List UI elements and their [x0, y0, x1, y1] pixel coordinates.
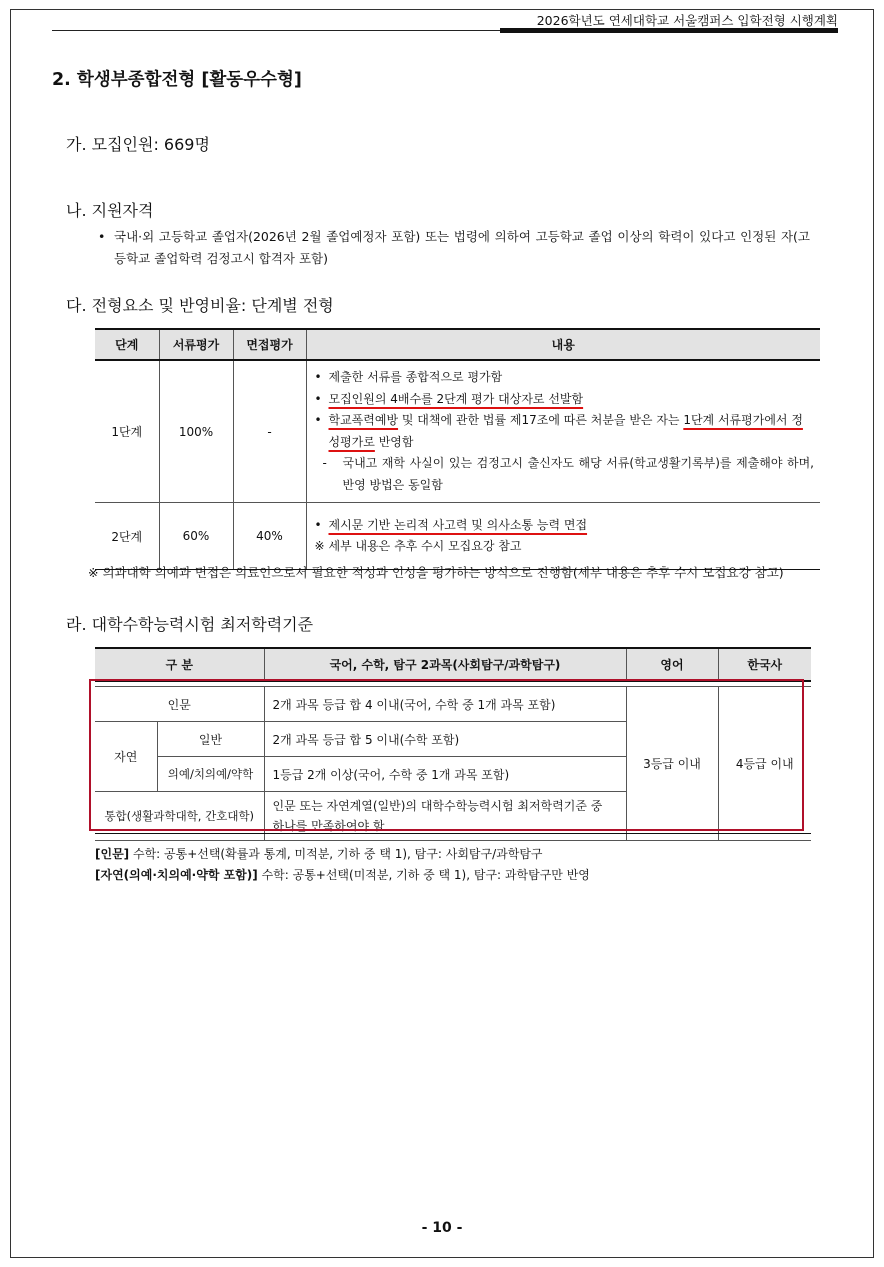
stage-cell: 1단계 [95, 360, 159, 503]
table-row [95, 503, 820, 570]
criterion-cell: 2개 과목 등급 합 4 이내(국어, 수학 중 1개 과목 포함) [264, 687, 626, 722]
csat-minimum-heading: 라. 대학수학능력시험 최저학력기준 [66, 615, 314, 634]
table-row [95, 687, 811, 722]
underlined-text: 제시문 기반 논리적 사고력 및 의사소통 능력 면접 [328, 517, 588, 532]
doc-weight-cell: 60% [159, 503, 233, 570]
eligibility-bullet [98, 226, 810, 270]
bullet-marker: • [98, 229, 106, 244]
header-document-eval: 서류평가 [159, 329, 233, 360]
content-line: - 국내고 재학 사실이 있는 검정고시 출신자도 해당 서류(학교생활기록부)를 제출해야 하며, 반영 방법은 동일함 [322, 456, 814, 492]
content-line: • 제출한 서류를 종합적으로 평가함 [314, 370, 503, 384]
eligibility-text: 국내·외 고등학교 졸업자(2026년 2월 졸업예정자 포함) 또는 법령에 의하여 고등학교 졸업 이상의 학력이 있다고 인정된 자(고등학교 졸업학력 검정고시 합격자 포함) [114, 229, 810, 266]
content-line: ※ 세부 내용은 추후 수시 모집요강 참고 [314, 539, 522, 553]
subcategory-cell: 일반 [157, 722, 264, 757]
underlined-text: 학교폭력예방 [328, 413, 399, 427]
stage-table-header-row [95, 329, 820, 360]
header-rule-thin [52, 30, 502, 31]
csat-table-header-row [95, 648, 811, 681]
interview-weight-cell: 40% [233, 503, 306, 570]
stage-table [95, 328, 820, 570]
underlined-text: 1단계 서류평가에서 정성평가로 [328, 413, 803, 449]
interview-weight-cell: - [233, 360, 306, 503]
header-content: 내용 [306, 329, 820, 360]
korean-history-cell: 4등급 이내 [718, 687, 811, 841]
criterion-cell: 인문 또는 자연계열(일반)의 대학수학능력시험 최저학력기준 중 하나를 만족하여야 함 [264, 792, 626, 841]
header-interview-eval: 면접평가 [233, 329, 306, 360]
table-bottom-rule [95, 833, 811, 834]
selection-elements-heading: 다. 전형요소 및 반영비율: 단계별 전형 [66, 296, 334, 315]
eligibility-heading: 나. 지원자격 [66, 201, 154, 220]
header-korean-history: 한국사 [718, 648, 811, 681]
csat-criteria-table [95, 647, 811, 841]
header-rule-thick [500, 28, 838, 33]
english-cell: 3등급 이내 [626, 687, 718, 841]
subject-notes [95, 844, 590, 886]
section-title: 2. 학생부종합전형 [활동우수형] [52, 70, 302, 90]
content-cell [306, 360, 820, 503]
criterion-cell: 2개 과목 등급 합 5 이내(수학 포함) [264, 722, 626, 757]
header-subjects: 국어, 수학, 탐구 2과목(사회탐구/과학탐구) [264, 648, 626, 681]
note-humanities: [인문] 수학: 공통+선택(확률과 통계, 미적분, 기하 중 택 1), 탐구: 사회탐구/과학탐구 [95, 847, 543, 861]
header-english: 영어 [626, 648, 718, 681]
note-natural-sciences: [자연(의예·치의예·약학 포함)] 수학: 공통+선택(미적분, 기하 중 택 1), 탐구: 과학탐구만 반영 [95, 868, 590, 882]
content-line: • 모집인원의 4배수를 2단계 평가 대상자로 선발함 [314, 391, 584, 406]
doc-weight-cell: 100% [159, 360, 233, 503]
recruitment-heading: 가. 모집인원: 669명 [66, 135, 210, 154]
content-line: • 제시문 기반 논리적 사고력 및 의사소통 능력 면접 [314, 517, 588, 532]
category-cell: 자연 [95, 722, 157, 792]
table-row [95, 360, 820, 503]
underlined-text: 모집인원의 4배수를 2단계 평가 대상자로 선발함 [328, 391, 584, 406]
category-cell: 인문 [95, 687, 264, 722]
criterion-cell: 1등급 2개 이상(국어, 수학 중 1개 과목 포함) [264, 757, 626, 792]
header-category: 구 분 [95, 648, 264, 681]
category-cell: 통합(생활과학대학, 간호대학) [95, 792, 264, 841]
stage-cell: 2단계 [95, 503, 159, 570]
medical-interview-note: ※ 의과대학 의예과 면접은 의료인으로서 필요한 적성과 인성을 평가하는 방식으로 진행함(세부 내용은 추후 수시 모집요강 참고) [88, 565, 784, 580]
subcategory-cell: 의예/치의예/약학 [157, 757, 264, 792]
page-number: - 10 - [421, 1220, 463, 1236]
content-cell [306, 503, 820, 570]
header-stage: 단계 [95, 329, 159, 360]
document-header-title: 2026학년도 연세대학교 서울캠퍼스 입학전형 시행계획 [536, 13, 838, 28]
content-line: • 학교폭력예방 및 대책에 관한 법률 제17조에 따른 처분을 받은 자는 1단계 서류평가에서 정성평가로 반영함 [314, 413, 803, 449]
